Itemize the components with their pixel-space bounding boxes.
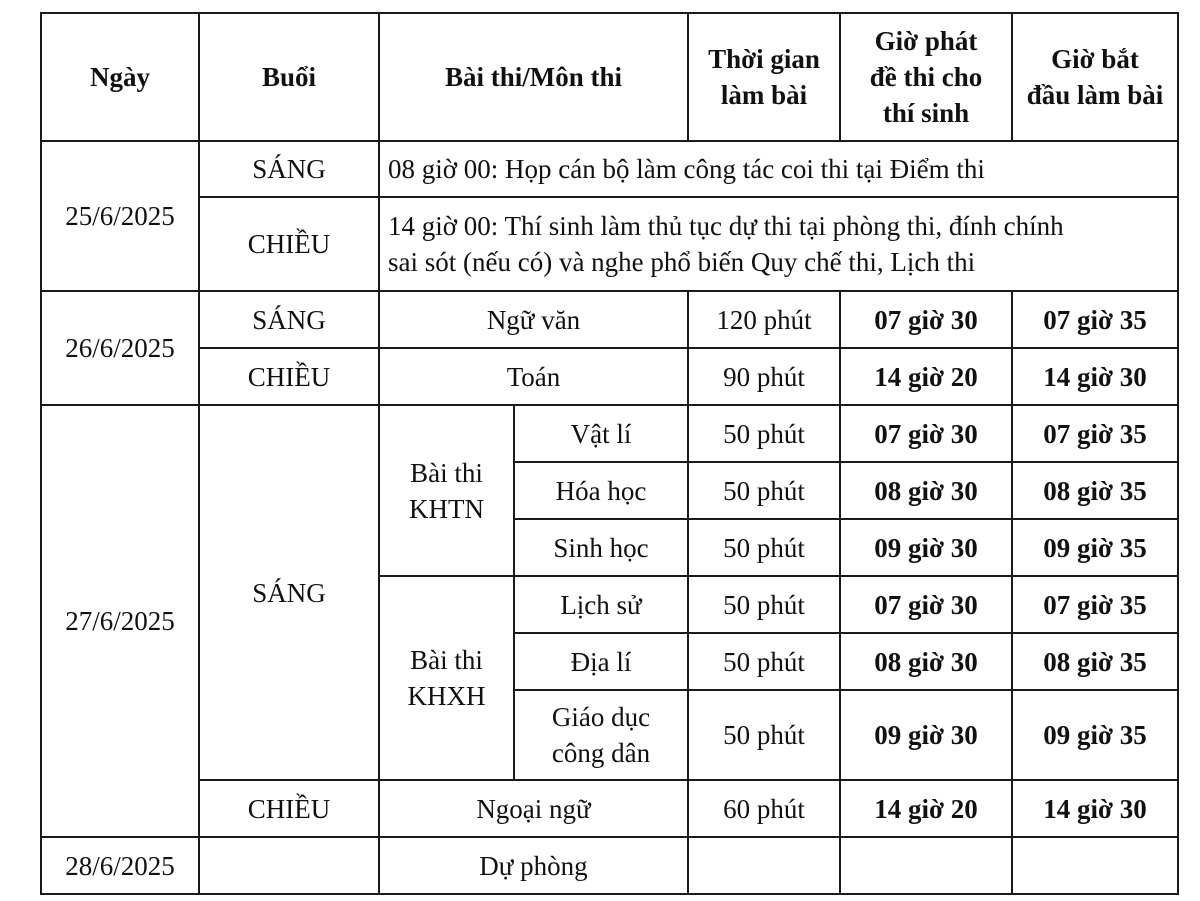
subject-cell: Giáo dục công dân: [514, 690, 688, 780]
subject-cell: Toán: [379, 348, 688, 405]
duration-cell: 50 phút: [688, 576, 840, 633]
subject-cell: Ngữ văn: [379, 291, 688, 348]
distribute-time-cell: 08 giờ 30: [840, 633, 1012, 690]
table-row: [41, 837, 1178, 894]
start-time-cell: 09 giờ 35: [1012, 519, 1178, 576]
duration-cell: 60 phút: [688, 780, 840, 837]
header-start-time: Giờ bắt đầu làm bài: [1012, 13, 1178, 141]
start-time-cell: 14 giờ 30: [1012, 780, 1178, 837]
header-session: Buổi: [199, 13, 379, 141]
distribute-time-cell: [840, 837, 1012, 894]
table-row: [41, 197, 1178, 291]
date-cell: 25/6/2025: [41, 141, 199, 291]
start-time-cell: 08 giờ 35: [1012, 462, 1178, 519]
header-date: Ngày: [41, 13, 199, 141]
table-row: [41, 348, 1178, 405]
start-time-cell: 07 giờ 35: [1012, 291, 1178, 348]
date-cell: 28/6/2025: [41, 837, 199, 894]
distribute-time-cell: 08 giờ 30: [840, 462, 1012, 519]
exam-schedule-table: [40, 12, 1179, 895]
duration-cell: 50 phút: [688, 405, 840, 462]
distribute-time-cell: 14 giờ 20: [840, 780, 1012, 837]
subject-cell: Vật lí: [514, 405, 688, 462]
duration-cell: 120 phút: [688, 291, 840, 348]
group-khtn: Bài thi KHTN: [379, 405, 514, 576]
duration-cell: 90 phút: [688, 348, 840, 405]
exam-schedule: [40, 12, 1177, 889]
subject-cell: Ngoại ngữ: [379, 780, 688, 837]
distribute-time-cell: 09 giờ 30: [840, 519, 1012, 576]
note-cell: 14 giờ 00: Thí sinh làm thủ tục dự thi tại phòng thi, đính chính sai sót (nếu có) và nghe phổ biến Quy chế thi, Lịch thi: [379, 197, 1178, 291]
session-cell: CHIỀU: [199, 780, 379, 837]
subject-cell: Dự phòng: [379, 837, 688, 894]
header-distribute-time: Giờ phát đề thi cho thí sinh: [840, 13, 1012, 141]
table-row: [41, 780, 1178, 837]
distribute-time-cell: 09 giờ 30: [840, 690, 1012, 780]
session-cell: [199, 837, 379, 894]
session-cell: CHIỀU: [199, 348, 379, 405]
table-row: [41, 141, 1178, 197]
group-khxh: Bài thi KHXH: [379, 576, 514, 780]
header-row: [41, 13, 1178, 141]
header-duration: Thời gian làm bài: [688, 13, 840, 141]
session-cell: SÁNG: [199, 141, 379, 197]
start-time-cell: 14 giờ 30: [1012, 348, 1178, 405]
duration-cell: 50 phút: [688, 690, 840, 780]
date-cell: 27/6/2025: [41, 405, 199, 837]
session-cell: SÁNG: [199, 405, 379, 780]
distribute-time-cell: 07 giờ 30: [840, 576, 1012, 633]
session-cell: CHIỀU: [199, 197, 379, 291]
date-cell: 26/6/2025: [41, 291, 199, 405]
session-cell: SÁNG: [199, 291, 379, 348]
distribute-time-cell: 07 giờ 30: [840, 291, 1012, 348]
table-row: [41, 405, 1178, 462]
duration-cell: 50 phút: [688, 462, 840, 519]
subject-cell: Sinh học: [514, 519, 688, 576]
distribute-time-cell: 14 giờ 20: [840, 348, 1012, 405]
note-cell: 08 giờ 00: Họp cán bộ làm công tác coi thi tại Điểm thi: [379, 141, 1178, 197]
header-subject: Bài thi/Môn thi: [379, 13, 688, 141]
subject-cell: Lịch sử: [514, 576, 688, 633]
start-time-cell: 07 giờ 35: [1012, 576, 1178, 633]
start-time-cell: [1012, 837, 1178, 894]
table-row: [41, 291, 1178, 348]
start-time-cell: 08 giờ 35: [1012, 633, 1178, 690]
duration-cell: 50 phút: [688, 519, 840, 576]
start-time-cell: 07 giờ 35: [1012, 405, 1178, 462]
start-time-cell: 09 giờ 35: [1012, 690, 1178, 780]
duration-cell: 50 phút: [688, 633, 840, 690]
subject-cell: Hóa học: [514, 462, 688, 519]
duration-cell: [688, 837, 840, 894]
distribute-time-cell: 07 giờ 30: [840, 405, 1012, 462]
subject-cell: Địa lí: [514, 633, 688, 690]
